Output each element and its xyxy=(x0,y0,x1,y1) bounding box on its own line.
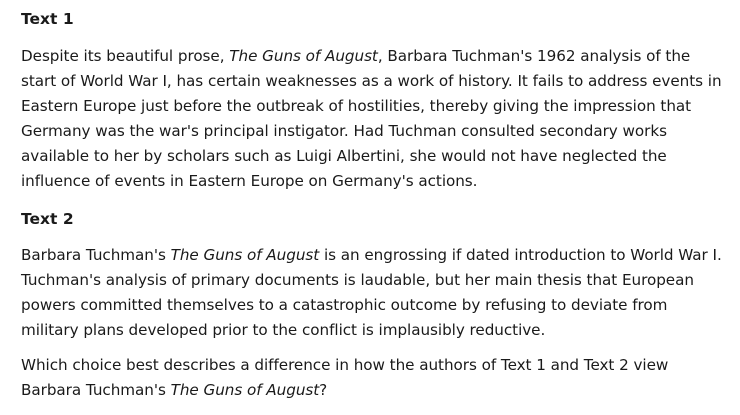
text2-paragraph xyxy=(21,243,728,343)
text2-book-title: The Guns of August xyxy=(170,246,320,264)
question-stem xyxy=(21,353,728,403)
text1-body: , Barbara Tuchman's 1962 analysis of the start of World War I, has certain weaknesses as a work of history. It fails to address events in Eastern Europe just before the outbreak of hostilities, thereby giving the impression that Germany was the war's principal instigator. Had Tuchman consulted secondary works available to her by scholars such as Luigi Albertini, she would not have neglected the influence of events in Eastern Europe on Germany's actions. xyxy=(21,47,722,190)
text2-heading: Text 2 xyxy=(21,210,74,228)
text1-paragraph xyxy=(21,44,728,194)
question-book-title: The Guns of August xyxy=(170,381,320,399)
text1-intro: Despite its beautiful prose, xyxy=(21,47,230,65)
text2-intro: Barbara Tuchman's xyxy=(21,246,171,264)
text2-body: is an engrossing if dated introduction to World War I. Tuchman's analysis of primary documents is laudable, but her main thesis that European powers committed themselves to a catastrophic outcome by refusing to deviate from military plans developed prior to the conflict is implausibly reductive. xyxy=(21,246,722,339)
text1-book-title: The Guns of August xyxy=(229,47,378,65)
text1-heading: Text 1 xyxy=(21,10,74,28)
question-intro: Which choice best describes a difference in how the authors of Text 1 and Text 2 view Barbara Tuchman's xyxy=(21,356,669,399)
question-end: ? xyxy=(319,381,328,399)
